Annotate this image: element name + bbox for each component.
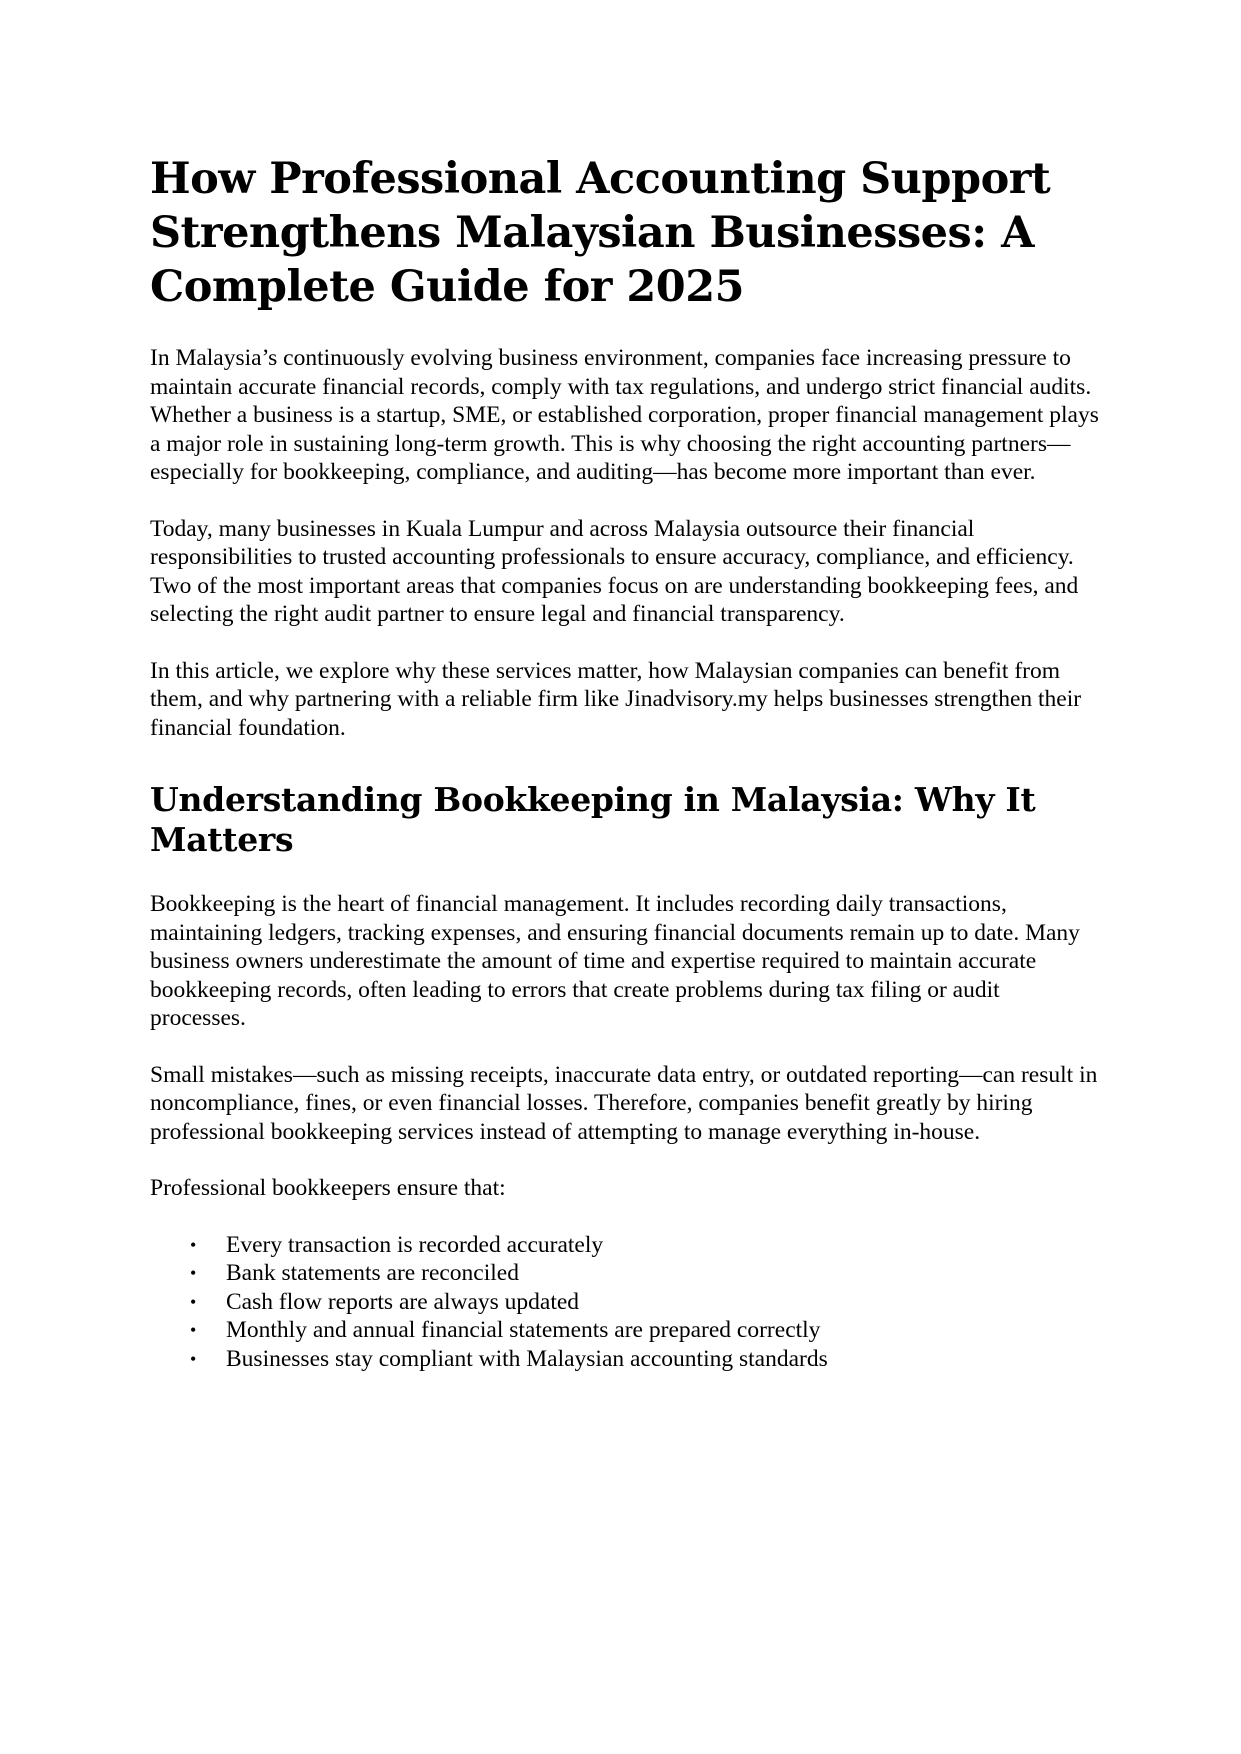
list-item-text: Businesses stay compliant with Malaysian accounting standards bbox=[226, 1345, 828, 1372]
list-item bbox=[190, 1231, 1100, 1260]
section-paragraph-3: Professional bookkeepers ensure that: bbox=[150, 1175, 506, 1201]
bullet-icon: • bbox=[190, 1348, 197, 1369]
page-title: How Professional Accounting Support Strengthens Malaysian Businesses: A Complete Guide for 2025 bbox=[150, 154, 1051, 312]
bullet-icon: • bbox=[190, 1320, 197, 1340]
list-item bbox=[190, 1345, 1100, 1374]
list-item-text: Cash flow reports are always updated bbox=[226, 1288, 580, 1315]
bullet-icon: • bbox=[190, 1263, 197, 1283]
list-item bbox=[190, 1288, 1100, 1317]
bullet-icon: • bbox=[190, 1291, 197, 1312]
list-item-text: Bank statements are reconciled bbox=[226, 1260, 519, 1286]
bullet-icon: • bbox=[190, 1234, 197, 1255]
section-paragraph-1: Bookkeeping is the heart of financial management. It includes recording daily transactions, maintaining ledgers, tracking expenses, and ensuring financial documents remain up to date. Many business owners underestimate the amount of time and expertise required to maintain accurate bookkeeping records, often leading to errors that create problems during tax filing or audit processes. bbox=[150, 891, 1080, 1031]
bookkeeper-duties-list bbox=[150, 1231, 1100, 1374]
list-item-text: Every transaction is recorded accurately bbox=[226, 1231, 604, 1258]
document-page bbox=[150, 152, 1100, 1373]
section-heading: Understanding Bookkeeping in Malaysia: Why It Matters bbox=[150, 780, 1036, 859]
list-item-text: Monthly and annual financial statements are prepared correctly bbox=[226, 1317, 821, 1343]
intro-paragraph-1: In Malaysia’s continuously evolving business environment, companies face increasing pressure to maintain accurate financial records, comply with tax regulations, and undergo strict financial audits. Whether a business is a startup, SME, or established corporation, proper financial management plays a major role in sustaining long-term growth. This is why choosing the right accounting partners—especially for bookkeeping, compliance, and auditing—has become more important than ever. bbox=[150, 345, 1099, 485]
list-item bbox=[190, 1316, 1100, 1345]
list-item bbox=[190, 1259, 1100, 1288]
intro-paragraph-2: Today, many businesses in Kuala Lumpur and across Malaysia outsource their financial responsibilities to trusted accounting professionals to ensure accuracy, compliance, and efficiency. Two of the most important areas that companies focus on are understanding bookkeeping fees, and selecting the right audit partner to ensure legal and financial transparency. bbox=[150, 515, 1079, 627]
intro-paragraph-3: In this article, we explore why these services matter, how Malaysian companies can benefit from them, and why partnering with a reliable firm like Jinadvisory.my helps businesses strengthen their financial foundation. bbox=[150, 657, 1082, 741]
section-paragraph-2: Small mistakes—such as missing receipts, inaccurate data entry, or outdated reporting—can result in noncompliance, fines, or even financial losses. Therefore, companies benefit greatly by hiring professional bookkeeping services instead of attempting to manage everything in-house. bbox=[150, 1061, 1098, 1145]
